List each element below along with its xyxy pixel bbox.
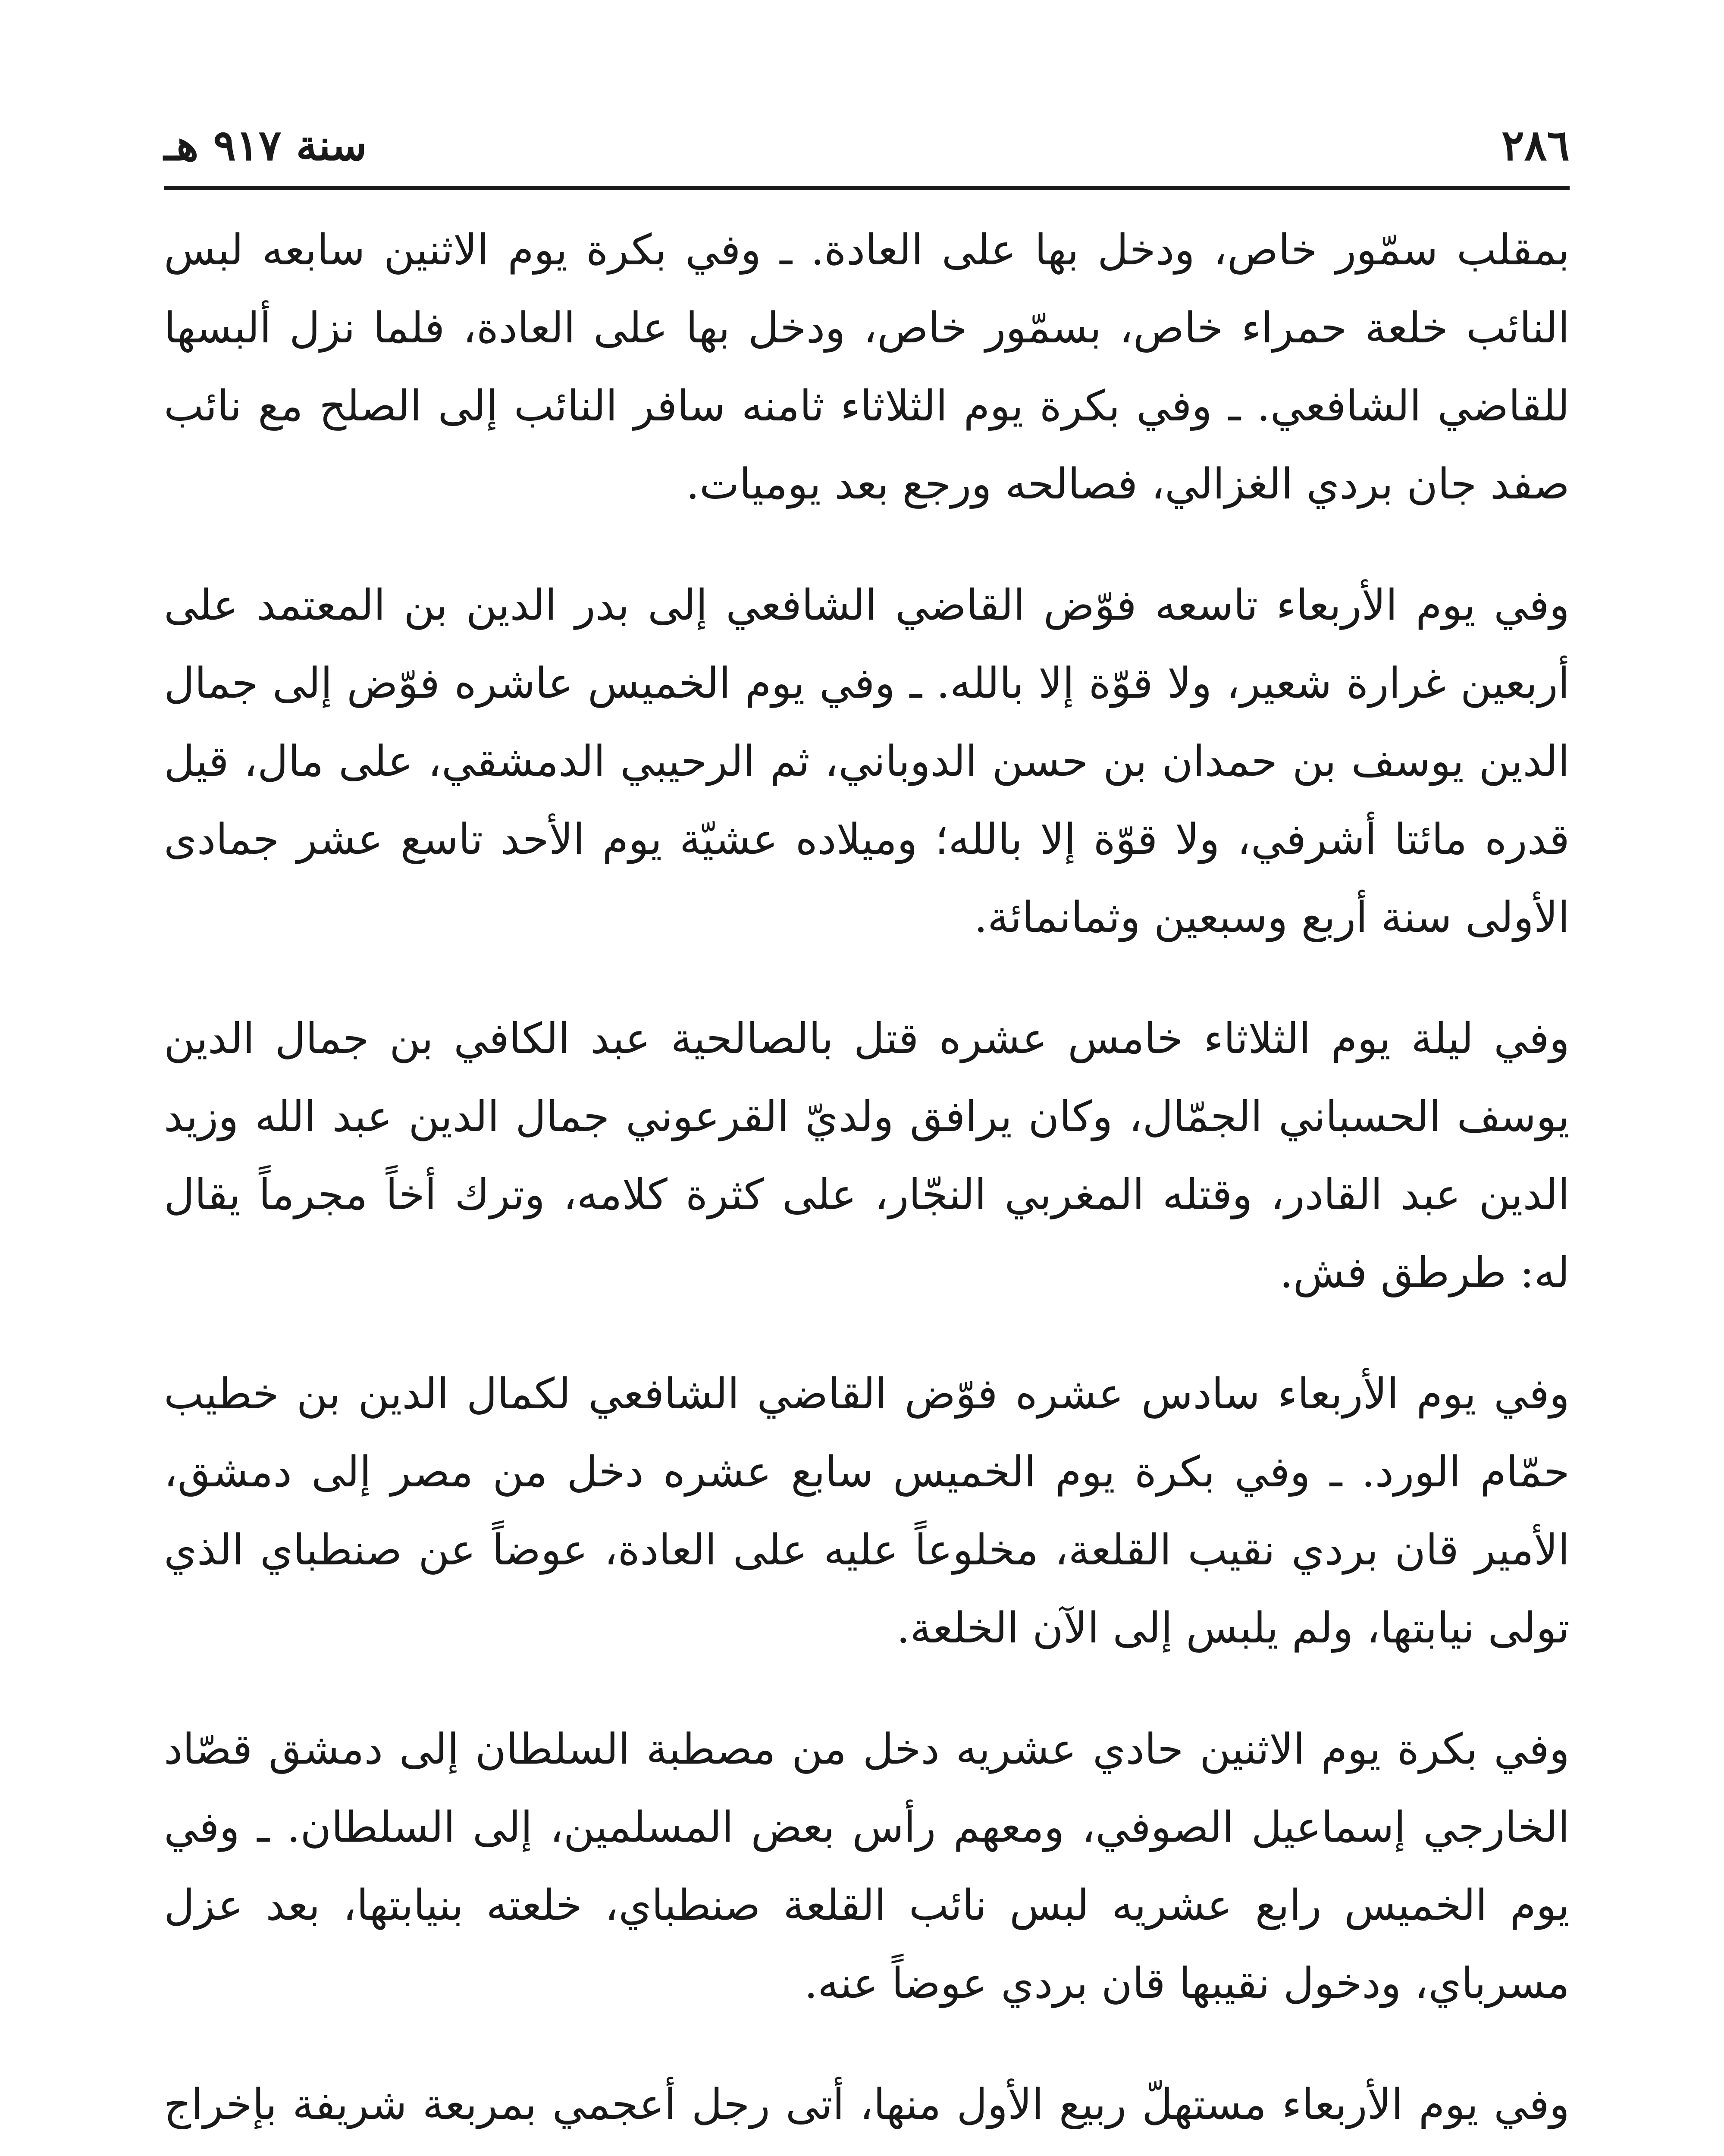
paragraph: وفي يوم الأربعاء سادس عشره فوّض القاضي الشافعي لكمال الدين بن خطيب حمّام الورد. ـ وفي بكرة يوم الخميس سابع عشره دخل من مصر إلى دمشق، الأمير قان بردي نقيب القلعة، مخلوعاً عليه على العادة، عوضاً عن صنطباي الذي تولى نيابتها، ولم يلبس إلى الآن الخلعة.: [164, 1369, 1570, 1653]
header-year: سنة ٩١٧ هـ: [164, 121, 367, 170]
paragraph: وفي يوم الأربعاء مستهلّ ربيع الأول منها، أتى رجل أعجمي بمربعة شريفة بإخراج: [164, 2080, 1570, 2129]
book-page: [164, 112, 1570, 2156]
paragraph: وفي بكرة يوم الاثنين حادي عشريه دخل من مصطبة السلطان إلى دمشق قصّاد الخارجي إسماعيل الصوفي، ومعهم رأس بعض المسلمين، إلى السلطان. ـ وفي يوم الخميس رابع عشريه لبس نائب القلعة صنطباي، خلعته بنيابتها، بعد عزل مسرباي، ودخول نقيبها قان بردي عوضاً عنه.: [164, 1725, 1570, 2008]
body-text: [164, 211, 1570, 2156]
paragraph: وفي ليلة يوم الثلاثاء خامس عشره قتل بالصالحية عبد الكافي بن جمال الدين يوسف الحسباني الجمّال، وكان يرافق ولديّ القرعوني جمال الدين عبد الله وزيد الدين عبد القادر، وقتله المغربي النجّار، على كثرة كلامه، وترك أخاً مجرماً يقال له: طرطق فش.: [164, 1014, 1570, 1297]
paragraph: بمقلب سمّور خاص، ودخل بها على العادة. ـ وفي بكرة يوم الاثنين سابعه لبس النائب خلعة حمراء خاص، بسمّور خاص، ودخل بها على العادة، فلما نزل ألبسها للقاضي الشافعي. ـ وفي بكرة يوم الثلاثاء ثامنه سافر النائب إلى الصلح مع نائب صفد جان بردي الغزالي، فصالحه ورجع بعد يوميات.: [164, 226, 1570, 509]
paragraph: وفي يوم الأربعاء تاسعه فوّض القاضي الشافعي إلى بدر الدين بن المعتمد على أربعين غرارة شعير، ولا قوّة إلا بالله. ـ وفي يوم الخميس عاشره فوّض إلى جمال الدين يوسف بن حمدان بن حسن الدوباني، ثم الرحيبي الدمشقي، على مال، قيل قدره مائتا أشرفي، ولا قوّة إلا بالله؛ وميلاده عشيّة يوم الأحد تاسع عشر جمادى الأولى سنة أربع وسبعين وثمانمائة.: [164, 581, 1570, 942]
header-rule: [164, 186, 1570, 190]
page-number: ٢٨٦: [1501, 121, 1570, 170]
running-header: [164, 112, 1570, 185]
